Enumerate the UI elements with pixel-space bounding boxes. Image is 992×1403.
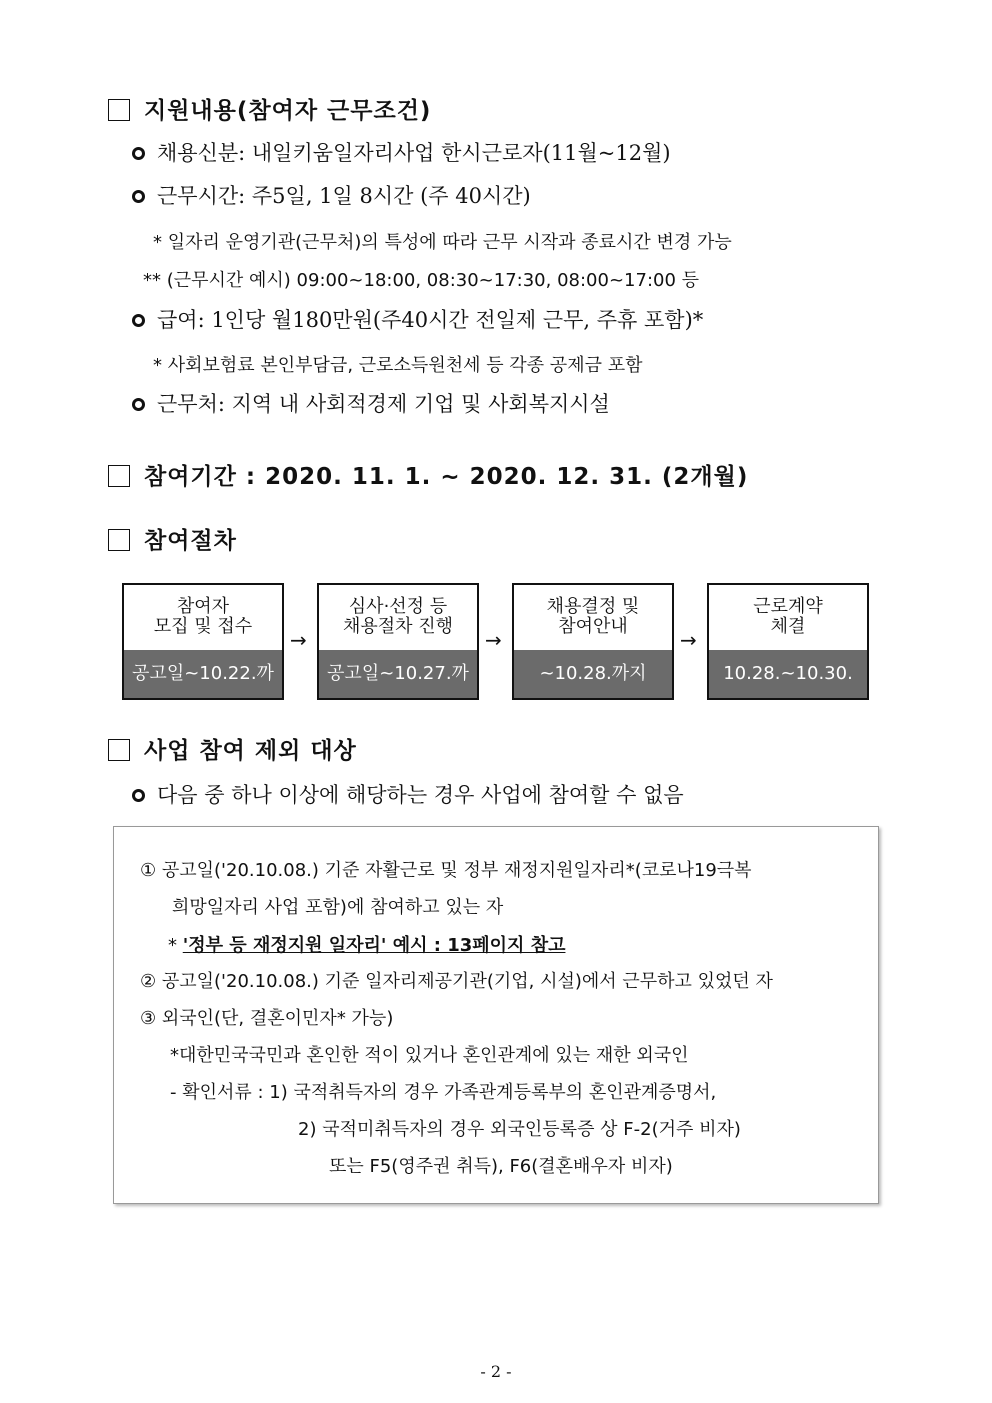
bullet-exclusion: 다음 중 하나 이상에 해당하는 경우 사업에 참여할 수 없음 bbox=[132, 779, 684, 809]
procedure-step-1 bbox=[122, 583, 284, 732]
exclusion-item-1: ① 공고일('20.10.08.) 기준 자활근로 및 정부 재정지원일자리*(코로나19극복 bbox=[140, 860, 752, 881]
step-due: ~10.28.까지 bbox=[514, 650, 672, 698]
note-hours-change: * 일자리 운영기관(근무처)의 특성에 따라 근무 시작과 종료시간 변경 가능 bbox=[153, 232, 732, 253]
circle-bullet-icon bbox=[132, 314, 145, 327]
step-label-line2: 채용절차 진행 bbox=[342, 616, 454, 637]
step-label-line1: 채용결정 및 bbox=[546, 596, 640, 617]
exclusion-note-marriage: *대한민국국민과 혼인한 적이 있거나 혼인관계에 있는 재한 외국인 bbox=[170, 1045, 689, 1066]
section-title-support: 지원내용(참여자 근무조건) bbox=[108, 92, 431, 125]
step-label-line2: 체결 bbox=[770, 616, 806, 637]
circle-bullet-icon bbox=[132, 190, 145, 203]
checkbox-icon bbox=[108, 99, 130, 121]
procedure-step-2 bbox=[317, 583, 479, 732]
checkbox-icon bbox=[108, 739, 130, 761]
section-title-exclusion: 사업 참여 제외 대상 bbox=[108, 732, 357, 765]
bullet-workplace: 근무처: 지역 내 사회적경제 기업 및 사회복지시설 bbox=[132, 388, 610, 418]
page-number: - 2 - bbox=[480, 1362, 512, 1381]
step-due: 공고일~10.27.까지 bbox=[319, 650, 477, 698]
step-label-line2: 참여안내 bbox=[558, 616, 628, 637]
circle-bullet-icon bbox=[132, 398, 145, 411]
step-label-line1: 심사·선정 등 bbox=[348, 596, 448, 617]
step-due: 10.28.~10.30. bbox=[709, 650, 867, 698]
circle-bullet-icon bbox=[132, 147, 145, 160]
reference-link: '정부 등 재정지원 일자리' 예시 : 13페이지 참고 bbox=[182, 935, 566, 956]
bullet-pay: 급여: 1인당 월180만원(주40시간 전일제 근무, 주휴 포함)* bbox=[132, 304, 703, 334]
right-arrow-icon: → bbox=[290, 628, 307, 652]
exclusion-item-2: ② 공고일('20.10.08.) 기준 일자리제공기관(기업, 시설)에서 근무하고 있었던 자 bbox=[140, 971, 773, 992]
step-label-line1: 참여자 bbox=[176, 596, 230, 617]
note-pay-deductions: * 사회보험료 본인부담금, 근로소득원천세 등 각종 공제금 포함 bbox=[153, 355, 643, 376]
step-due: 공고일~10.22.까지 bbox=[124, 650, 282, 698]
exclusion-docs-1: - 확인서류 : 1) 국적취득자의 경우 가족관계등록부의 혼인관계증명서, bbox=[170, 1082, 717, 1103]
checkbox-icon bbox=[108, 465, 130, 487]
exclusion-docs-3: 또는 F5(영주권 취득), F6(결혼배우자 비자) bbox=[329, 1156, 673, 1177]
bullet-employment-status: 채용신분: 내일키움일자리사업 한시근로자(11월~12월) bbox=[132, 137, 671, 167]
step-label-line1: 근로계약 bbox=[753, 596, 823, 617]
section-title-period: 참여기간 : 2020. 11. 1. ~ 2020. 12. 31. (2개월) bbox=[108, 458, 748, 491]
exclusion-reference: * '정부 등 재정지원 일자리' 예시 : 13페이지 참고 bbox=[168, 935, 566, 956]
bullet-working-hours: 근무시간: 주5일, 1일 8시간 (주 40시간) bbox=[132, 180, 531, 210]
checkbox-icon bbox=[108, 529, 130, 551]
step-label-line2: 모집 및 접수 bbox=[153, 616, 253, 637]
procedure-step-4 bbox=[707, 583, 869, 700]
right-arrow-icon: → bbox=[680, 628, 697, 652]
exclusion-item-1-cont: 희망일자리 사업 포함)에 참여하고 있는 자 bbox=[172, 897, 504, 918]
procedure-step-3 bbox=[512, 583, 674, 700]
section-title-procedure: 참여절차 bbox=[108, 522, 237, 555]
circle-bullet-icon bbox=[132, 789, 145, 802]
right-arrow-icon: → bbox=[485, 628, 502, 652]
note-hours-example: ** (근무시간 예시) 09:00~18:00, 08:30~17:30, 08:00~17:00 등 bbox=[143, 270, 700, 291]
exclusion-item-3: ③ 외국인(단, 결혼이민자* 가능) bbox=[140, 1008, 394, 1029]
exclusion-docs-2: 2) 국적미취득자의 경우 외국인등록증 상 F-2(거주 비자) bbox=[298, 1119, 741, 1140]
